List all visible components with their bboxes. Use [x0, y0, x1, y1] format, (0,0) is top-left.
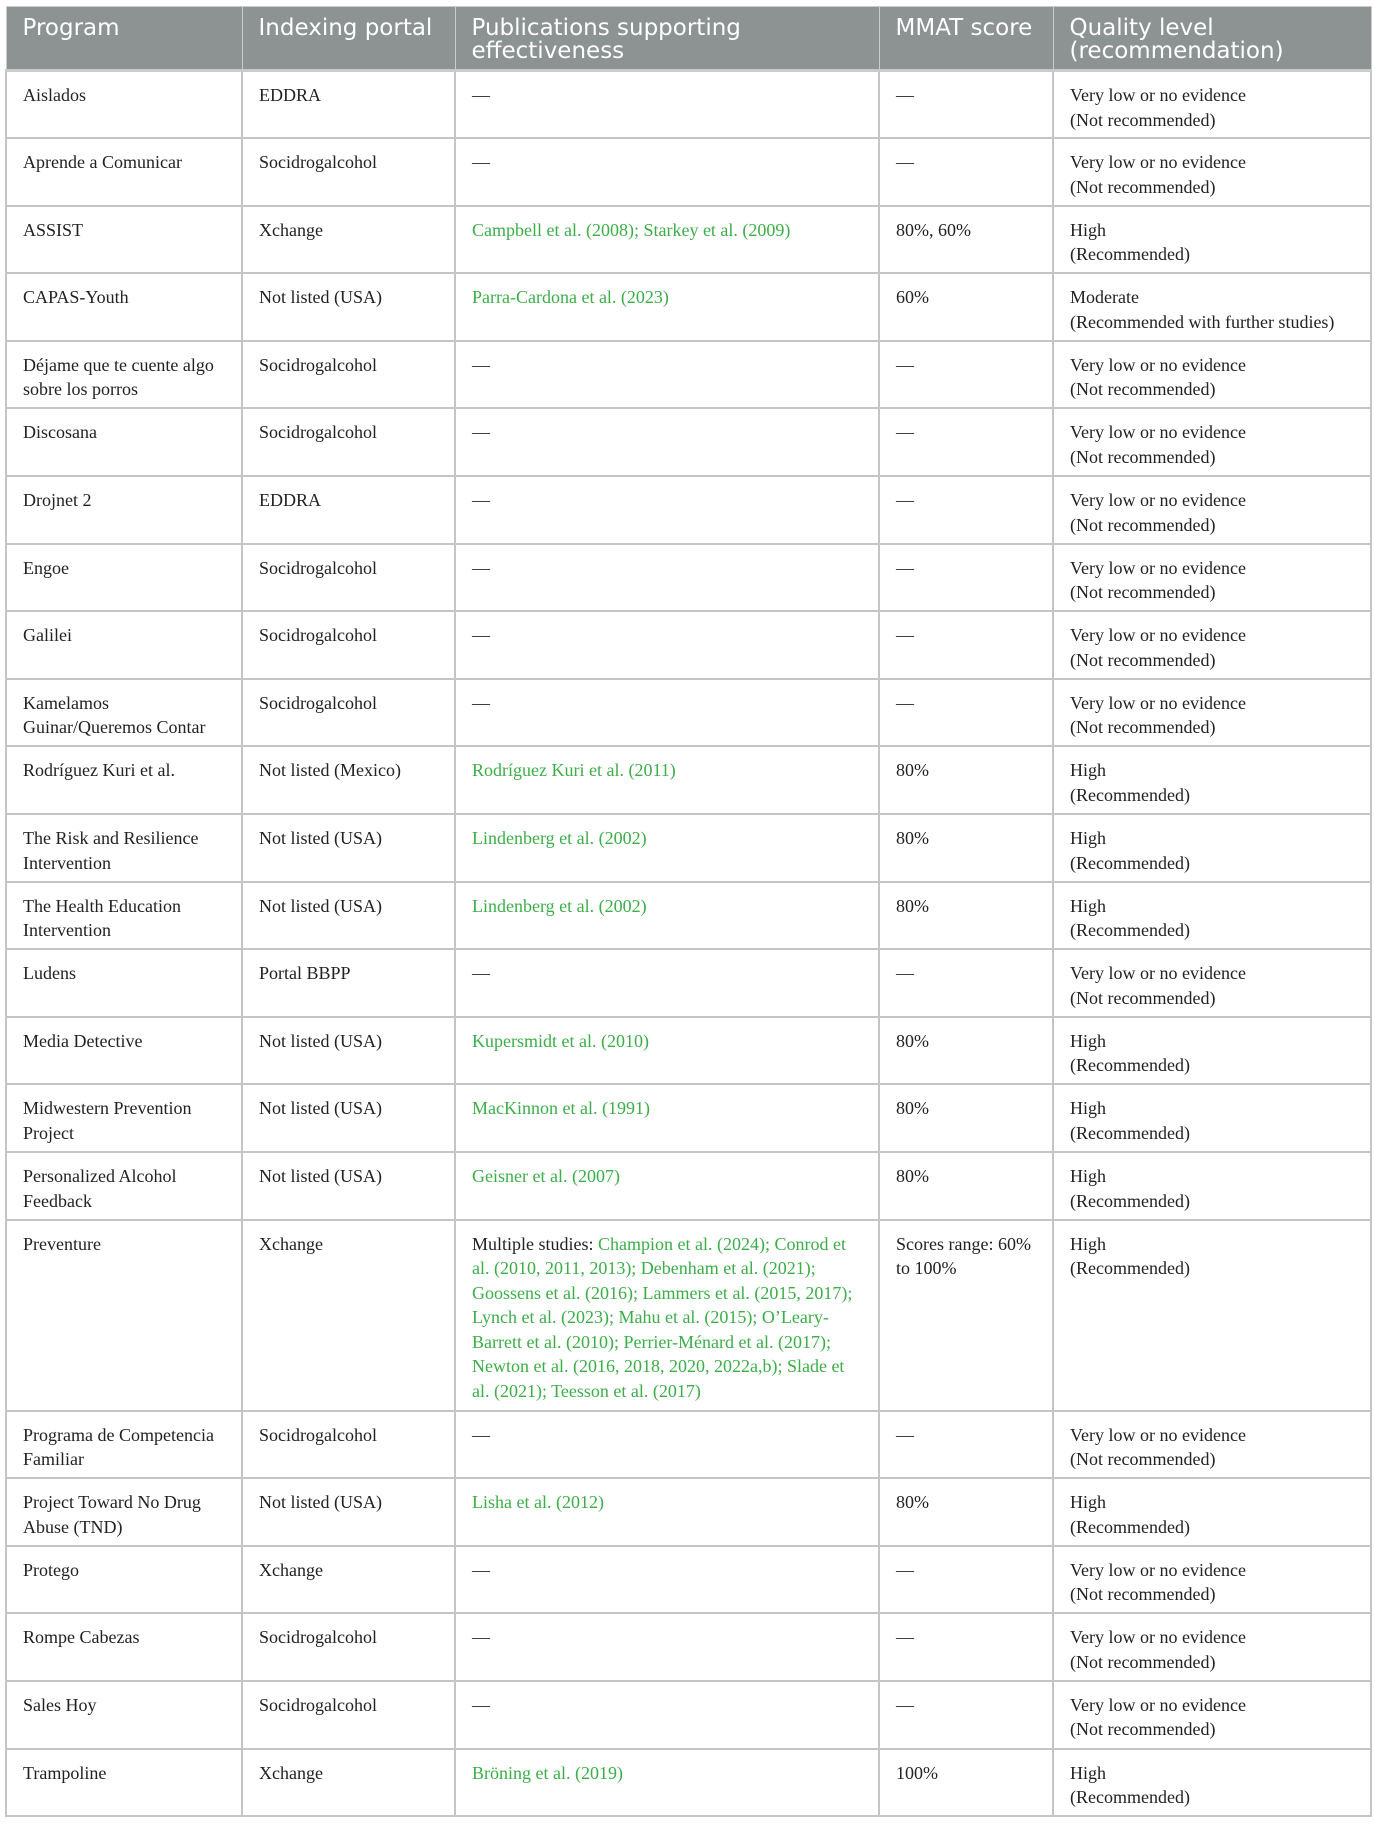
mmat-score-cell: 100%	[879, 1749, 1053, 1817]
mmat-score-cell: 80%	[879, 746, 1053, 814]
publications-cell	[455, 476, 879, 544]
quality-level: Very low or no evidence	[1070, 490, 1246, 511]
recommendation: (Recommended)	[1070, 1258, 1190, 1279]
quality-level: Very low or no evidence	[1070, 963, 1246, 984]
mmat-score-cell: —	[879, 544, 1053, 612]
mmat-score-cell: Scores range: 60% to 100%	[879, 1220, 1053, 1411]
quality-level: High	[1070, 1492, 1106, 1513]
table-row	[6, 1546, 1371, 1614]
publications-text: —	[472, 963, 490, 984]
publications-cell	[455, 1613, 879, 1681]
publications-text: —	[472, 354, 490, 375]
mmat-score-cell: 80%	[879, 814, 1053, 882]
mmat-score-cell: —	[879, 679, 1053, 747]
publications-cell	[455, 949, 879, 1017]
portal-cell: Not listed (USA)	[242, 1152, 455, 1220]
mmat-score-cell: 80%	[879, 1084, 1053, 1152]
header-mmat-score: MMAT score	[879, 7, 1053, 71]
portal-cell: Socidrogalcohol	[242, 341, 455, 409]
quality-level: Very low or no evidence	[1070, 625, 1246, 646]
publications-cell	[455, 1478, 879, 1546]
mmat-score-cell: —	[879, 1411, 1053, 1479]
portal-cell: Not listed (Mexico)	[242, 746, 455, 814]
publications-cell	[455, 71, 879, 139]
recommendation: (Not recommended)	[1070, 1584, 1216, 1605]
citation-link[interactable]: Lindenberg et al. (2002)	[472, 895, 647, 916]
quality-cell	[1053, 71, 1371, 139]
publications-cell	[455, 814, 879, 882]
program-cell: Ludens	[6, 949, 242, 1017]
quality-cell	[1053, 1546, 1371, 1614]
citation-link[interactable]: Champion et al. (2024); Conrod et al. (2010, 2011, 2013); Debenham et al. (2021); Goossens et al. (2016); Lammers et al. (2015, 2017); Lynch et al. (2023); Mahu et al. (2015); O’Leary-Barrett et al. (2010); Perrier-Ménard et al. (2017); Newton et al. (2016, 2018, 2020, 2022a,b); Slade et al. (2021); Teesson et al. (2017)	[472, 1233, 853, 1401]
mmat-score-cell: —	[879, 71, 1053, 139]
program-cell: Midwestern Prevention Project	[6, 1084, 242, 1152]
quality-level: High	[1070, 1030, 1106, 1051]
program-cell: Protego	[6, 1546, 242, 1614]
publications-cell	[455, 206, 879, 274]
program-cell: Déjame que te cuente algo sobre los porros	[6, 341, 242, 409]
publications-text: —	[472, 625, 490, 646]
recommendation: (Not recommended)	[1070, 987, 1216, 1008]
program-cell: Rodríguez Kuri et al.	[6, 746, 242, 814]
recommendation: (Not recommended)	[1070, 379, 1216, 400]
header-program: Program	[6, 7, 242, 71]
publications-text: —	[472, 1424, 490, 1445]
program-cell: Aislados	[6, 71, 242, 139]
portal-cell: Not listed (USA)	[242, 1017, 455, 1085]
recommendation: (Not recommended)	[1070, 1651, 1216, 1672]
publications-cell	[455, 1546, 879, 1614]
program-cell: ASSIST	[6, 206, 242, 274]
publications-prefix: Multiple studies:	[472, 1233, 598, 1254]
recommendation: (Recommended)	[1070, 244, 1190, 265]
publications-cell	[455, 882, 879, 950]
publications-text: —	[472, 692, 490, 713]
program-cell: Engoe	[6, 544, 242, 612]
publications-text: —	[472, 85, 490, 105]
portal-cell: Socidrogalcohol	[242, 544, 455, 612]
quality-cell	[1053, 138, 1371, 206]
portal-cell: Not listed (USA)	[242, 1084, 455, 1152]
mmat-score-cell: —	[879, 949, 1053, 1017]
portal-cell: Not listed (USA)	[242, 1478, 455, 1546]
table-row	[6, 71, 1371, 139]
publications-text: —	[472, 152, 490, 173]
quality-level: High	[1070, 1233, 1106, 1254]
publications-cell	[455, 138, 879, 206]
publications-text: —	[472, 1559, 490, 1580]
portal-cell: Xchange	[242, 1749, 455, 1817]
quality-cell	[1053, 1749, 1371, 1817]
portal-cell: Socidrogalcohol	[242, 611, 455, 679]
header-publications: Publications supporting effectiveness	[455, 7, 879, 71]
table-header	[6, 7, 1371, 71]
program-cell: The Health Education Intervention	[6, 882, 242, 950]
quality-level: Very low or no evidence	[1070, 85, 1246, 105]
recommendation: (Recommended)	[1070, 784, 1190, 805]
quality-cell	[1053, 1411, 1371, 1479]
publications-cell	[455, 1084, 879, 1152]
mmat-score-cell: 80%, 60%	[879, 206, 1053, 274]
citation-link[interactable]: Rodríguez Kuri et al. (2011)	[472, 760, 676, 781]
publications-cell	[455, 341, 879, 409]
table-row	[6, 273, 1371, 341]
header-quality-level: Quality level (recommendation)	[1053, 7, 1371, 71]
program-cell: Personalized Alcohol Feedback	[6, 1152, 242, 1220]
mmat-score-cell: 60%	[879, 273, 1053, 341]
program-cell: Drojnet 2	[6, 476, 242, 544]
table-row	[6, 679, 1371, 747]
publications-text: —	[472, 490, 490, 511]
recommendation: (Not recommended)	[1070, 649, 1216, 670]
quality-cell	[1053, 679, 1371, 747]
program-cell: Preventure	[6, 1220, 242, 1411]
quality-cell	[1053, 814, 1371, 882]
quality-level: Very low or no evidence	[1070, 422, 1246, 443]
table-row	[6, 206, 1371, 274]
mmat-score-cell: —	[879, 611, 1053, 679]
mmat-score-cell: —	[879, 408, 1053, 476]
table-row	[6, 1084, 1371, 1152]
quality-cell	[1053, 611, 1371, 679]
publications-cell	[455, 611, 879, 679]
quality-level: Very low or no evidence	[1070, 1694, 1246, 1715]
table-row	[6, 138, 1371, 206]
program-cell: CAPAS-Youth	[6, 273, 242, 341]
table-row	[6, 1017, 1371, 1085]
mmat-score-cell: 80%	[879, 1017, 1053, 1085]
quality-cell	[1053, 1084, 1371, 1152]
publications-cell	[455, 746, 879, 814]
citation-link[interactable]: MacKinnon et al. (1991)	[472, 1098, 650, 1119]
quality-level: Moderate	[1070, 287, 1139, 308]
quality-level: Very low or no evidence	[1070, 1424, 1246, 1445]
program-cell: Aprende a Comunicar	[6, 138, 242, 206]
publications-cell	[455, 408, 879, 476]
quality-cell	[1053, 476, 1371, 544]
recommendation: (Recommended)	[1070, 1122, 1190, 1143]
publications-cell	[455, 1220, 879, 1411]
publications-text: —	[472, 422, 490, 443]
quality-level: High	[1070, 1098, 1106, 1119]
table-row	[6, 544, 1371, 612]
recommendation: (Recommended)	[1070, 920, 1190, 941]
quality-level: Very low or no evidence	[1070, 557, 1246, 578]
quality-cell	[1053, 1613, 1371, 1681]
program-cell: Sales Hoy	[6, 1681, 242, 1749]
recommendation: (Not recommended)	[1070, 1719, 1216, 1740]
portal-cell: Portal BBPP	[242, 949, 455, 1017]
publications-cell	[455, 273, 879, 341]
portal-cell: Not listed (USA)	[242, 882, 455, 950]
recommendation: (Recommended with further studies)	[1070, 311, 1335, 332]
quality-level: Very low or no evidence	[1070, 1627, 1246, 1648]
quality-cell	[1053, 544, 1371, 612]
program-cell: Trampoline	[6, 1749, 242, 1817]
recommendation: (Recommended)	[1070, 1190, 1190, 1211]
table-row	[6, 882, 1371, 950]
quality-cell	[1053, 1017, 1371, 1085]
publications-cell	[455, 1411, 879, 1479]
publications-cell	[455, 1017, 879, 1085]
recommendation: (Not recommended)	[1070, 717, 1216, 738]
program-cell: Project Toward No Drug Abuse (TND)	[6, 1478, 242, 1546]
recommendation: (Recommended)	[1070, 1787, 1190, 1808]
quality-cell	[1053, 882, 1371, 950]
recommendation: (Recommended)	[1070, 852, 1190, 873]
table-row	[6, 814, 1371, 882]
recommendation: (Not recommended)	[1070, 176, 1216, 197]
portal-cell: Socidrogalcohol	[242, 679, 455, 747]
program-cell: Rompe Cabezas	[6, 1613, 242, 1681]
table-row	[6, 1152, 1371, 1220]
quality-level: High	[1070, 828, 1106, 849]
table-row	[6, 476, 1371, 544]
mmat-score-cell: 80%	[879, 882, 1053, 950]
recommendation: (Recommended)	[1070, 1055, 1190, 1076]
quality-cell	[1053, 1478, 1371, 1546]
table-row	[6, 611, 1371, 679]
program-cell: Discosana	[6, 408, 242, 476]
portal-cell: Not listed (USA)	[242, 273, 455, 341]
recommendation: (Not recommended)	[1070, 582, 1216, 603]
citation-link[interactable]: Kupersmidt et al. (2010)	[472, 1030, 649, 1051]
quality-cell	[1053, 1681, 1371, 1749]
program-cell: Kamelamos Guinar/Queremos Contar	[6, 679, 242, 747]
table-row	[6, 1411, 1371, 1479]
publications-text: —	[472, 557, 490, 578]
header-row	[6, 7, 1371, 71]
publications-cell	[455, 1152, 879, 1220]
program-cell: Galilei	[6, 611, 242, 679]
header-indexing-portal: Indexing portal	[242, 7, 455, 71]
portal-cell: Socidrogalcohol	[242, 1681, 455, 1749]
publications-cell	[455, 544, 879, 612]
quality-level: Very low or no evidence	[1070, 1559, 1246, 1580]
programs-table	[5, 6, 1372, 1817]
recommendation: (Not recommended)	[1070, 514, 1216, 535]
quality-level: Very low or no evidence	[1070, 692, 1246, 713]
program-cell: Media Detective	[6, 1017, 242, 1085]
quality-cell	[1053, 273, 1371, 341]
table-row	[6, 341, 1371, 409]
mmat-score-cell: 80%	[879, 1152, 1053, 1220]
table-row	[6, 1220, 1371, 1411]
publications-text: —	[472, 1627, 490, 1648]
citation-link[interactable]: Lindenberg et al. (2002)	[472, 828, 647, 849]
quality-cell	[1053, 408, 1371, 476]
portal-cell: Xchange	[242, 1220, 455, 1411]
table-row	[6, 1613, 1371, 1681]
table-row	[6, 1478, 1371, 1546]
portal-cell: Socidrogalcohol	[242, 408, 455, 476]
recommendation: (Not recommended)	[1070, 446, 1216, 467]
portal-cell: Socidrogalcohol	[242, 138, 455, 206]
citation-link[interactable]: Bröning et al. (2019)	[472, 1762, 623, 1783]
quality-level: High	[1070, 895, 1106, 916]
mmat-score-cell: —	[879, 1613, 1053, 1681]
quality-cell	[1053, 206, 1371, 274]
mmat-score-cell: —	[879, 1546, 1053, 1614]
publications-cell	[455, 679, 879, 747]
table-body	[6, 71, 1371, 1817]
recommendation: (Not recommended)	[1070, 1449, 1216, 1470]
mmat-score-cell: —	[879, 341, 1053, 409]
citation-link[interactable]: Parra-Cardona et al. (2023)	[472, 287, 669, 308]
quality-cell	[1053, 949, 1371, 1017]
program-cell: Programa de Competencia Familiar	[6, 1411, 242, 1479]
quality-cell	[1053, 341, 1371, 409]
quality-level: High	[1070, 219, 1106, 240]
portal-cell: EDDRA	[242, 476, 455, 544]
publications-cell	[455, 1681, 879, 1749]
portal-cell: Socidrogalcohol	[242, 1411, 455, 1479]
citation-link[interactable]: Campbell et al. (2008); Starkey et al. (2009)	[472, 219, 791, 240]
citation-link[interactable]: Geisner et al. (2007)	[472, 1166, 620, 1186]
table-row	[6, 1749, 1371, 1817]
portal-cell: Xchange	[242, 1546, 455, 1614]
quality-level: Very low or no evidence	[1070, 354, 1246, 375]
mmat-score-cell: —	[879, 1681, 1053, 1749]
publications-text: —	[472, 1694, 490, 1715]
quality-cell	[1053, 1152, 1371, 1220]
table-row	[6, 949, 1371, 1017]
quality-level: High	[1070, 1762, 1106, 1783]
quality-level: High	[1070, 760, 1106, 781]
quality-level: Very low or no evidence	[1070, 152, 1246, 173]
publications-cell	[455, 1749, 879, 1817]
citation-link[interactable]: Lisha et al. (2012)	[472, 1492, 604, 1513]
mmat-score-cell: —	[879, 138, 1053, 206]
mmat-score-cell: —	[879, 476, 1053, 544]
table-row	[6, 408, 1371, 476]
program-cell: The Risk and Resilience Intervention	[6, 814, 242, 882]
portal-cell: Xchange	[242, 206, 455, 274]
table-row	[6, 746, 1371, 814]
recommendation: (Recommended)	[1070, 1516, 1190, 1537]
quality-level: High	[1070, 1166, 1106, 1186]
mmat-score-cell: 80%	[879, 1478, 1053, 1546]
table-row	[6, 1681, 1371, 1749]
portal-cell: Socidrogalcohol	[242, 1613, 455, 1681]
recommendation: (Not recommended)	[1070, 109, 1216, 130]
quality-cell	[1053, 746, 1371, 814]
quality-cell	[1053, 1220, 1371, 1411]
portal-cell: EDDRA	[242, 71, 455, 139]
portal-cell: Not listed (USA)	[242, 814, 455, 882]
